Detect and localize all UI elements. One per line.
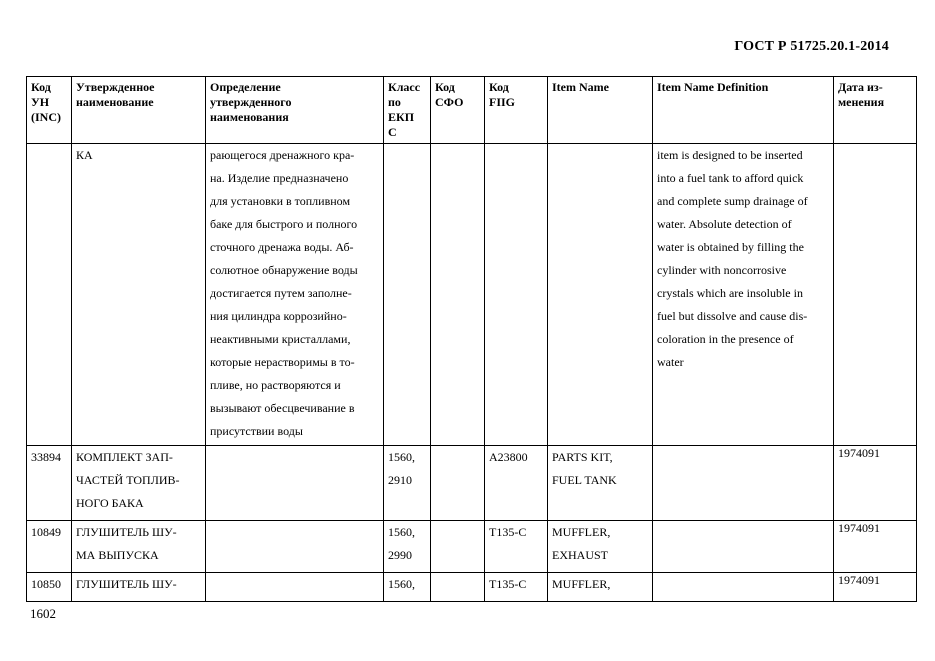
cell-fiig [485, 144, 548, 446]
cell-date: 1974091 [834, 573, 917, 602]
header-inc: Код УН (INC) [27, 77, 72, 144]
cell-fiig: A23800 [485, 446, 548, 521]
cell-item-def [653, 446, 834, 521]
page-number: 1602 [30, 606, 56, 621]
header-fiig: Код FIIG [485, 77, 548, 144]
cell-definition: рающегося дренажного кра- на. Изделие предназначено для установки в топливном баке для быстрого и полного сточного дренажа воды. Аб- солютное обнаружение воды достигается путем заполне- ния цилиндра коррозийно- неактивными кристаллами, которые нерастворимы в то- пливе, но растворяются и вызывают обесцвечивание в присутствии воды [206, 144, 384, 446]
cell-definition [206, 573, 384, 602]
table-header-row [27, 77, 917, 144]
header-item-name-definition: Item Name Definition [653, 77, 834, 144]
cell-name: КА [72, 144, 206, 446]
cell-date: 1974091 [834, 446, 917, 521]
cell-class: 1560, 2990 [384, 521, 431, 573]
cell-inc: 33894 [27, 446, 72, 521]
header-date: Дата из- менения [834, 77, 917, 144]
cell-inc: 10850 [27, 573, 72, 602]
header-definition: Определение утвержденного наименования [206, 77, 384, 144]
table-row [27, 446, 917, 521]
cell-item-name: MUFFLER, EXHAUST [548, 521, 653, 573]
header-class: Класс по ЕКП С [384, 77, 431, 144]
cell-fiig: T135-C [485, 521, 548, 573]
cell-item-name: MUFFLER, [548, 573, 653, 602]
cell-item-def [653, 573, 834, 602]
cell-name: ГЛУШИТЕЛЬ ШУ- [72, 573, 206, 602]
table-row [27, 573, 917, 602]
cell-class: 1560, 2910 [384, 446, 431, 521]
cell-name: КОМПЛЕКТ ЗАП- ЧАСТЕЙ ТОПЛИВ- НОГО БАКА [72, 446, 206, 521]
cell-item-def: item is designed to be inserted into a fuel tank to afford quick and complete sump drainage of water. Absolute detection of water is obtained by filling the cylinder with noncorrosive crystals which are insoluble in fuel but dissolve and cause dis- coloration in the presence of water [653, 144, 834, 446]
cell-inc [27, 144, 72, 446]
cell-definition [206, 446, 384, 521]
cell-inc: 10849 [27, 521, 72, 573]
cell-date: 1974091 [834, 521, 917, 573]
cell-item-name [548, 144, 653, 446]
header-sfo: Код СФО [431, 77, 485, 144]
cell-name: ГЛУШИТЕЛЬ ШУ- МА ВЫПУСКА [72, 521, 206, 573]
cell-sfo [431, 521, 485, 573]
table-row [27, 144, 917, 446]
document-code: ГОСТ Р 51725.20.1-2014 [734, 39, 889, 54]
cell-sfo [431, 573, 485, 602]
table-row [27, 521, 917, 573]
cell-item-def [653, 521, 834, 573]
cell-item-name: PARTS KIT, FUEL TANK [548, 446, 653, 521]
header-item-name: Item Name [548, 77, 653, 144]
cell-definition [206, 521, 384, 573]
nomenclature-table [26, 76, 917, 602]
header-approved-name: Утвержденное наименование [72, 77, 206, 144]
cell-fiig: T135-C [485, 573, 548, 602]
cell-sfo [431, 144, 485, 446]
cell-date [834, 144, 917, 446]
cell-class [384, 144, 431, 446]
cell-sfo [431, 446, 485, 521]
cell-class: 1560, [384, 573, 431, 602]
